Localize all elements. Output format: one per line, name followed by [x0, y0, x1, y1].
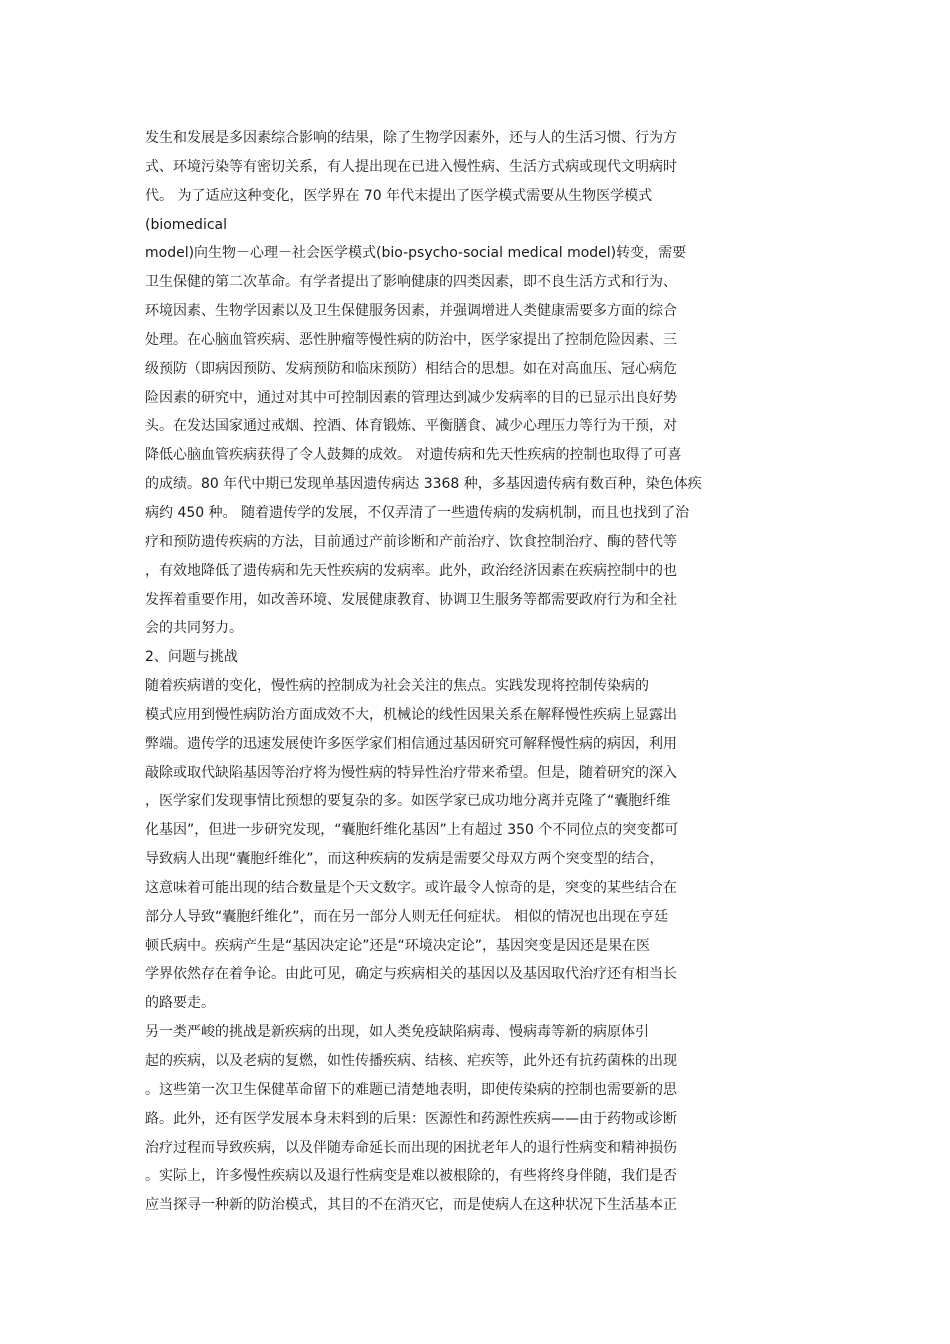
text-line: 式、环境污染等有密切关系，有人提出现在已进入慢性病、生活方式病或现代文明病时 [145, 158, 677, 175]
body-text [145, 124, 765, 1220]
text-line: 发生和发展是多因素综合影响的结果，除了生物学因素外，还与人的生活习惯、行为方 [145, 130, 677, 146]
text-line: 部分人导致“囊胞纤维化”，而在另一部分人则无任何症状。 相似的情况也出现在亨廷 [145, 908, 668, 925]
text-line: 会的共同努力。 [145, 620, 243, 637]
text-line: 。实际上，许多慢性疾病以及退行性病变是难以被根除的，有些将终身伴随，我们是否 [145, 1168, 677, 1185]
text-line: ，医学家们发现事情比预想的要复杂的多。如医学家已成功地分离并克隆了“囊胞纤维 [145, 793, 671, 810]
text-line: 顿氏病中。疾病产生是“基因决定论”还是“环境决定论”，基因突变是因还是果在医 [145, 937, 651, 954]
text-line: 头。在发达国家通过戒烟、控酒、体育锻炼、平衡膳食、减少心理压力等行为干预，对 [145, 418, 677, 435]
text-line: 随着疾病谱的变化，慢性病的控制成为社会关注的焦点。实践发现将控制传染病的 [145, 678, 649, 695]
text-line: 级预防（即病因预防、发病预防和临床预防）相结合的思想。如在对高血压、冠心病危 [145, 360, 677, 377]
text-line: model)向生物－心理－社会医学模式(bio-psycho-social medical model)转变，需要 [145, 245, 687, 262]
text-line: 导致病人出现“囊胞纤维化”，而这种疾病的发病是需要父母双方两个突变型的结合， [145, 851, 664, 868]
text-line: 学界依然存在着争论。由此可见，确定与疾病相关的基因以及基因取代治疗还有相当长 [145, 966, 677, 983]
text-line: 另一类严峻的挑战是新疾病的出现，如人类免疫缺陷病毒、慢病毒等新的病原体引 [145, 1024, 649, 1041]
text-line: 发挥着重要作用，如改善环境、发展健康教育、协调卫生服务等都需要政府行为和全社 [145, 591, 677, 608]
text-line: 应当探寻一种新的防治模式，其目的不在消灭它，而是使病人在这种状况下生活基本正 [145, 1197, 677, 1214]
text-line: (biomedical [145, 216, 227, 233]
text-line: 降低心脑血管疾病获得了令人鼓舞的成效。 对遗传病和先天性疾病的控制也取得了可喜 [145, 447, 682, 464]
text-line: 治疗过程而导致疾病，以及伴随寿命延长而出现的困扰老年人的退行性病变和精神损伤 [145, 1139, 677, 1156]
text-line: 弊端。遗传学的迅速发展使许多医学家们相信通过基因研究可解释慢性病的病因，利用 [145, 735, 677, 752]
text-line: 卫生保健的第二次革命。有学者提出了影响健康的四类因素，即不良生活方式和行为、 [145, 274, 677, 291]
text-line: 环境因素、生物学因素以及卫生保健服务因素，并强调增进人类健康需要多方面的综合 [145, 303, 677, 320]
section-heading: 2、问题与挑战 [145, 649, 238, 666]
text-line: 起的疾病，以及老病的复燃，如性传播疾病、结核、疟疾等，此外还有抗药菌株的出现 [145, 1053, 677, 1069]
text-line: ，有效地降低了遗传病和先天性疾病的发病率。此外，政治经济因素在疾病控制中的也 [145, 562, 677, 579]
text-line: 这意味着可能出现的结合数量是个天文数字。或许最令人惊奇的是，突变的某些结合在 [145, 879, 677, 896]
text-line: 模式应用到慢性病防治方面成效不大，机械论的线性因果关系在解释慢性疾病上显露出 [145, 706, 677, 723]
text-line: 的成绩。80 年代中期已发现单基因遗传病达 3368 种，多基因遗传病有数百种，染色体疾 [145, 476, 702, 493]
text-line: 。这些第一次卫生保健革命留下的难题已清楚地表明，即使传染病的控制也需要新的思 [145, 1081, 677, 1098]
text-line: 险因素的研究中，通过对其中可控制因素的管理达到减少发病率的目的已显示出良好势 [145, 389, 677, 406]
text-line: 代。 为了适应这种变化，医学界在 70 年代末提出了医学模式需要从生物医学模式 [145, 187, 653, 204]
text-line: 化基因”，但进一步研究发现，“囊胞纤维化基因”上有超过 350 个不同位点的突变都可 [145, 822, 679, 839]
text-line: 处理。在心脑血管疾病、恶性肿瘤等慢性病的防治中，医学家提出了控制危险因素、三 [145, 331, 677, 348]
text-line: 敲除或取代缺陷基因等治疗将为慢性病的特异性治疗带来希望。但是，随着研究的深入 [145, 764, 677, 781]
text-line: 的路要走。 [145, 995, 215, 1012]
text-line: 病约 450 种。 随着遗传学的发展，不仅弄清了一些遗传病的发病机制，而且也找到了治 [145, 504, 690, 521]
text-line: 路。此外，还有医学发展本身未料到的后果：医源性和药源性疾病——由于药物或诊断 [145, 1110, 677, 1127]
text-line: 疗和预防遗传疾病的方法，目前通过产前诊断和产前治疗、饮食控制治疗、酶的替代等 [145, 533, 677, 550]
